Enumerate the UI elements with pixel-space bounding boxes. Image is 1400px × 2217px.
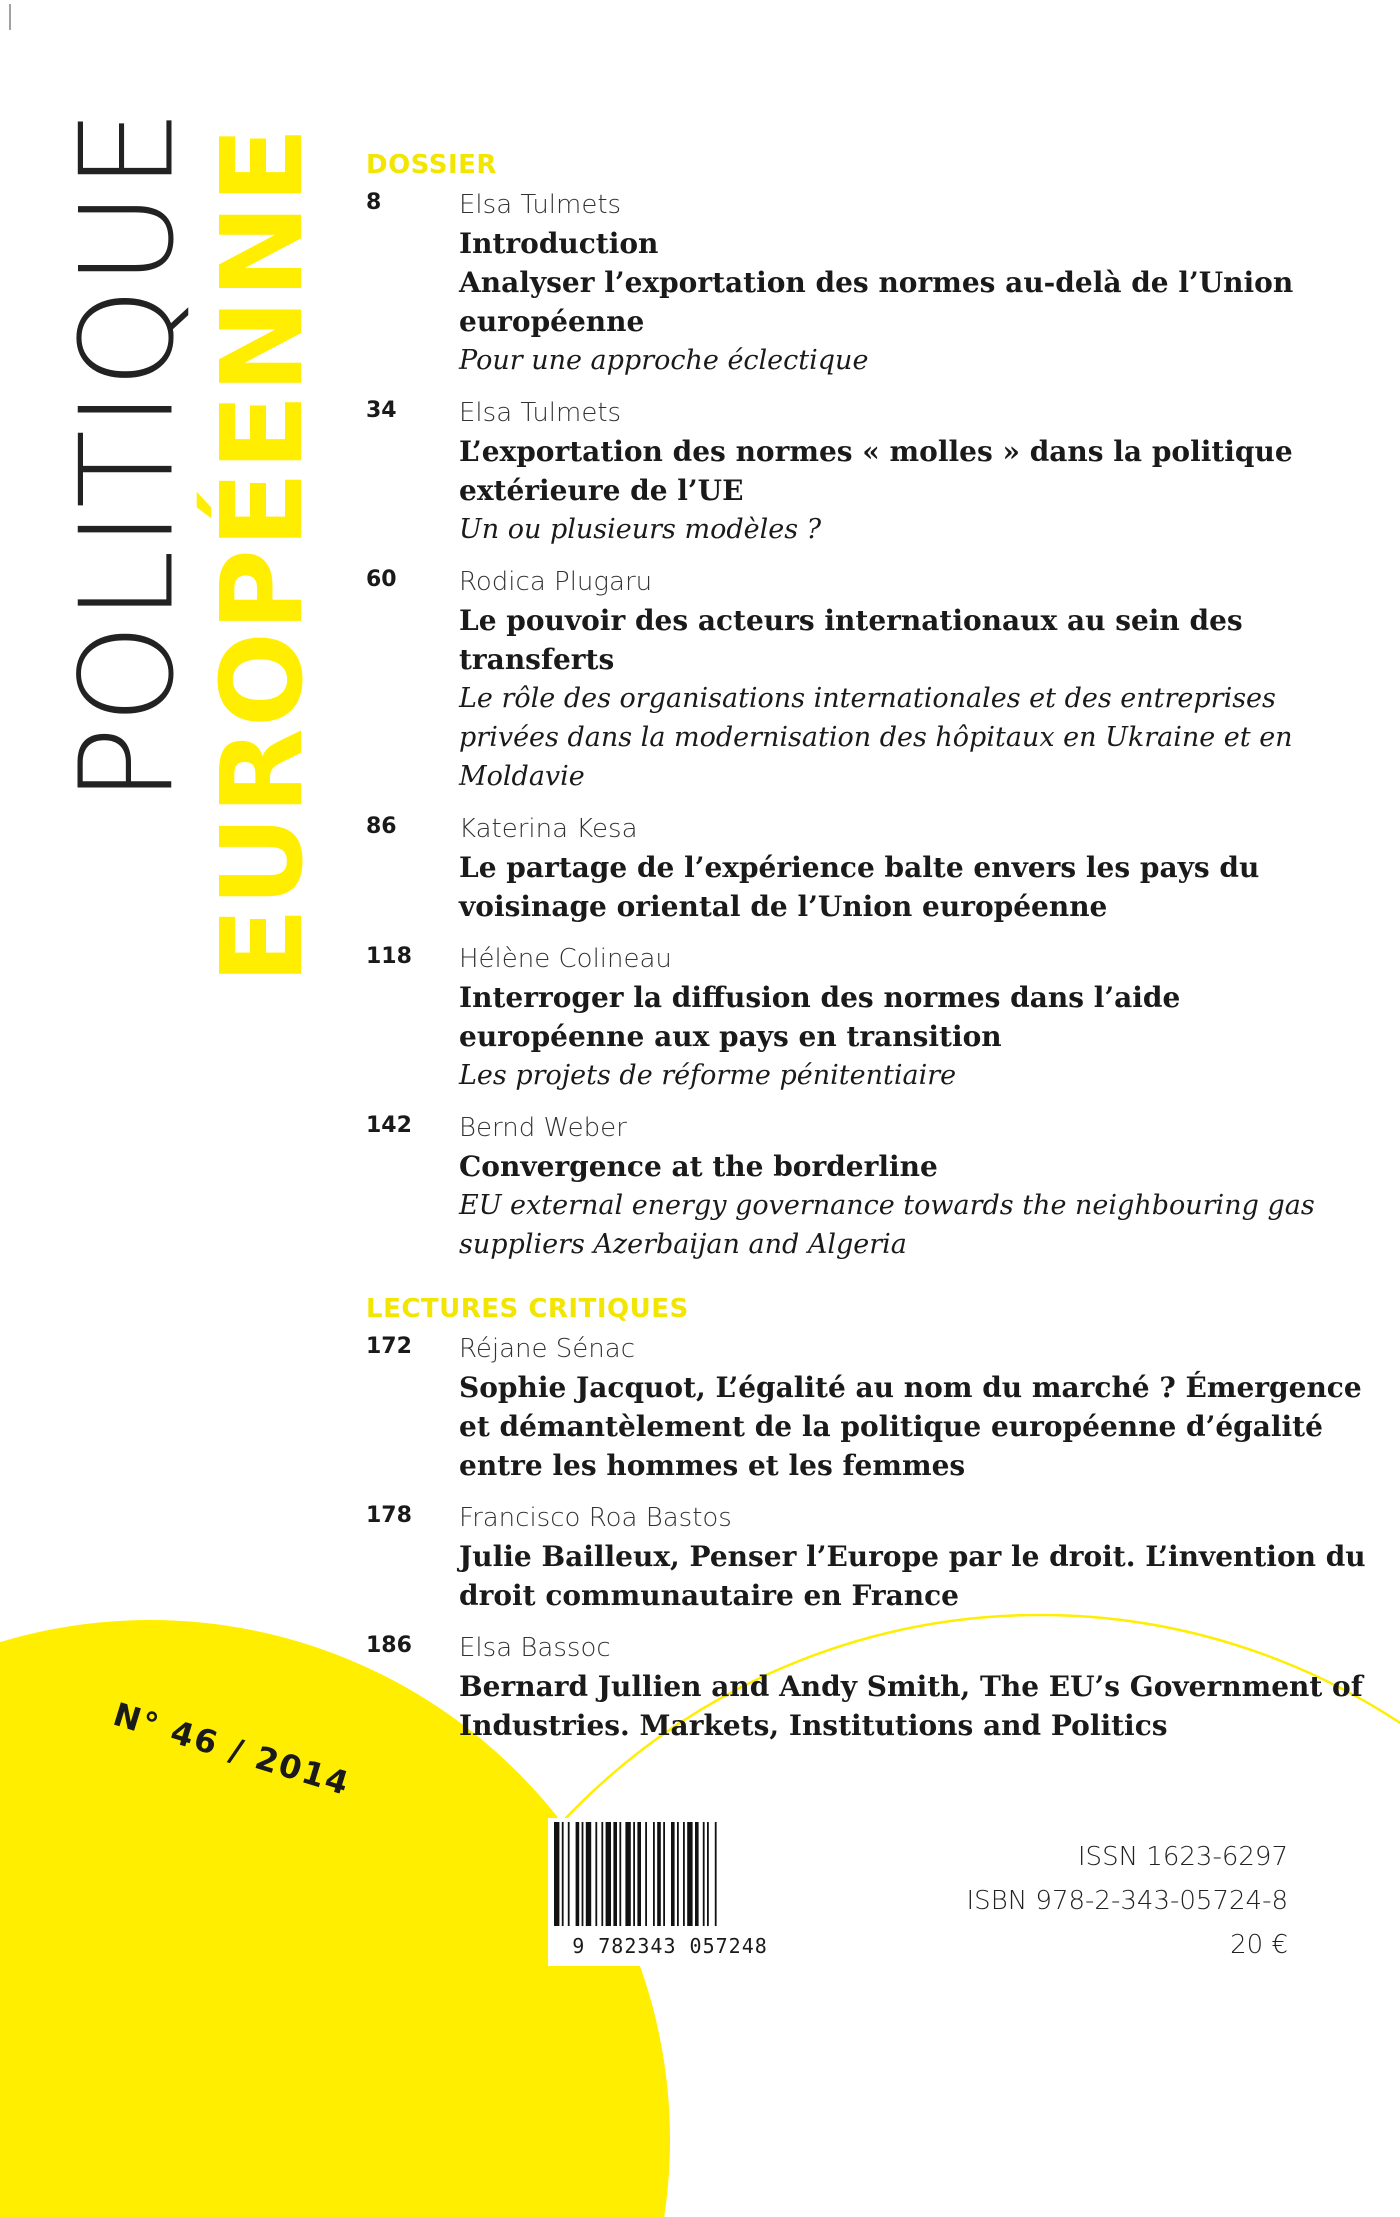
page-number: 118 <box>366 944 412 969</box>
article-title: Julie Bailleux, Penser l’Europe par le droit. L’invention du droit communautaire en France <box>459 1540 1366 1612</box>
barcode-bar <box>645 1822 647 1926</box>
article-author: Elsa Bassoc <box>459 1633 611 1663</box>
article-subtitle: Le rôle des organisations internationales et des entreprises privées dans la modernisation des hôpitaux en Ukraine et en Moldavie <box>459 683 1293 792</box>
toc-entry <box>366 1109 1366 1264</box>
article-subtitle: Pour une approche éclectique <box>459 345 869 376</box>
barcode-bar <box>683 1822 685 1926</box>
barcode-bar <box>595 1822 597 1926</box>
barcode-bar <box>582 1822 584 1926</box>
barcode-bar <box>586 1822 591 1926</box>
barcode-bar <box>671 1822 675 1926</box>
article-title: L’exportation des normes « molles » dans la politique extérieure de l’UE <box>459 435 1293 507</box>
article-title: Le partage de l’expérience balte envers les pays du voisinage oriental de l’Union européenne <box>459 851 1260 923</box>
barcode-bar <box>663 1822 665 1926</box>
barcode-bar <box>703 1822 705 1926</box>
barcode-bar <box>677 1822 679 1926</box>
toc-section <box>366 1294 1366 1745</box>
toc-entry <box>366 394 1366 549</box>
page-number: 86 <box>366 814 397 839</box>
issn: ISSN 1623-6297 <box>1077 1842 1288 1872</box>
page-number: 34 <box>366 398 397 423</box>
page-number: 142 <box>366 1113 412 1138</box>
section-heading: DOSSIER <box>366 150 497 180</box>
section-heading: LECTURES CRITIQUES <box>366 1294 689 1324</box>
barcode-bar <box>601 1822 603 1926</box>
toc-entry <box>366 1629 1366 1745</box>
article-subtitle: Un ou plusieurs modèles ? <box>459 514 822 545</box>
article-author: Elsa Tulmets <box>459 398 622 428</box>
toc-section <box>366 150 1366 1264</box>
barcode-bar <box>633 1822 635 1926</box>
price: 20 € <box>1230 1930 1288 1960</box>
article-author: Katerina Kesa <box>459 814 638 844</box>
article-author: Bernd Weber <box>459 1113 627 1143</box>
table-of-contents <box>366 150 1366 1759</box>
barcode-number: 9 782343 057248 <box>572 1934 768 1958</box>
barcode-bar <box>657 1822 661 1926</box>
page-number: 172 <box>366 1334 412 1359</box>
page-number: 8 <box>366 190 382 215</box>
toc-entry <box>366 940 1366 1095</box>
journal-title-politique: POLITIQUE <box>53 106 203 804</box>
article-title: Interroger la diffusion des normes dans l’aide européenne aux pays en transition <box>459 981 1181 1053</box>
toc-entry <box>366 810 1366 926</box>
barcode-bar <box>653 1822 655 1926</box>
article-title: Le pouvoir des acteurs internationaux au sein des transferts <box>459 604 1243 676</box>
article-author: Rodica Plugaru <box>459 567 653 597</box>
barcode-bar <box>562 1822 564 1926</box>
barcode-bar <box>625 1822 630 1926</box>
article-subtitle: EU external energy governance towards the neighbouring gas suppliers Azerbaijan and Algeria <box>459 1190 1315 1260</box>
barcode-bar <box>695 1822 699 1926</box>
barcode-bar <box>687 1822 692 1926</box>
barcode-bar <box>637 1822 641 1926</box>
toc-entry <box>366 186 1366 380</box>
article-title: Introduction <box>459 227 659 260</box>
barcode-bar <box>715 1822 717 1926</box>
journal-title-europeenne: EUROPÉENNE <box>198 126 328 984</box>
toc-entry <box>366 1499 1366 1615</box>
barcode-bar <box>619 1822 621 1926</box>
barcode-bar <box>554 1822 559 1926</box>
toc-entry <box>366 1330 1366 1485</box>
page-number: 60 <box>366 567 397 592</box>
article-title: Analyser l’exportation des normes au-delà de l’Union européenne <box>459 266 1294 338</box>
page-number: 186 <box>366 1633 412 1658</box>
barcode-bar <box>606 1822 611 1926</box>
barcode <box>548 1818 792 1966</box>
barcode-bar <box>707 1822 709 1926</box>
article-title: Sophie Jacquot, L’égalité au nom du marché ? Émergence et démantèlement de la politique européenne d’égalité entre les hommes et les femmes <box>459 1371 1362 1482</box>
article-author: Francisco Roa Bastos <box>459 1503 732 1533</box>
publication-info <box>880 1835 1288 1967</box>
article-author: Hélène Colineau <box>459 944 672 974</box>
isbn: ISBN 978-2-343-05724-8 <box>966 1886 1288 1916</box>
article-title: Convergence at the borderline <box>459 1150 938 1183</box>
barcode-bar <box>568 1822 570 1926</box>
barcode-bar <box>576 1822 580 1926</box>
page-number: 178 <box>366 1503 412 1528</box>
issue-number: N° 46 / 2014 <box>108 1695 355 1804</box>
article-subtitle: Les projets de réforme pénitentiaire <box>459 1060 957 1091</box>
article-author: Elsa Tulmets <box>459 190 622 220</box>
toc-entry <box>366 563 1366 796</box>
barcode-bar <box>613 1822 617 1926</box>
article-title: Bernard Jullien and Andy Smith, The EU’s Government of Industries. Markets, Institutions and Politics <box>459 1670 1363 1742</box>
article-author: Réjane Sénac <box>459 1334 635 1364</box>
